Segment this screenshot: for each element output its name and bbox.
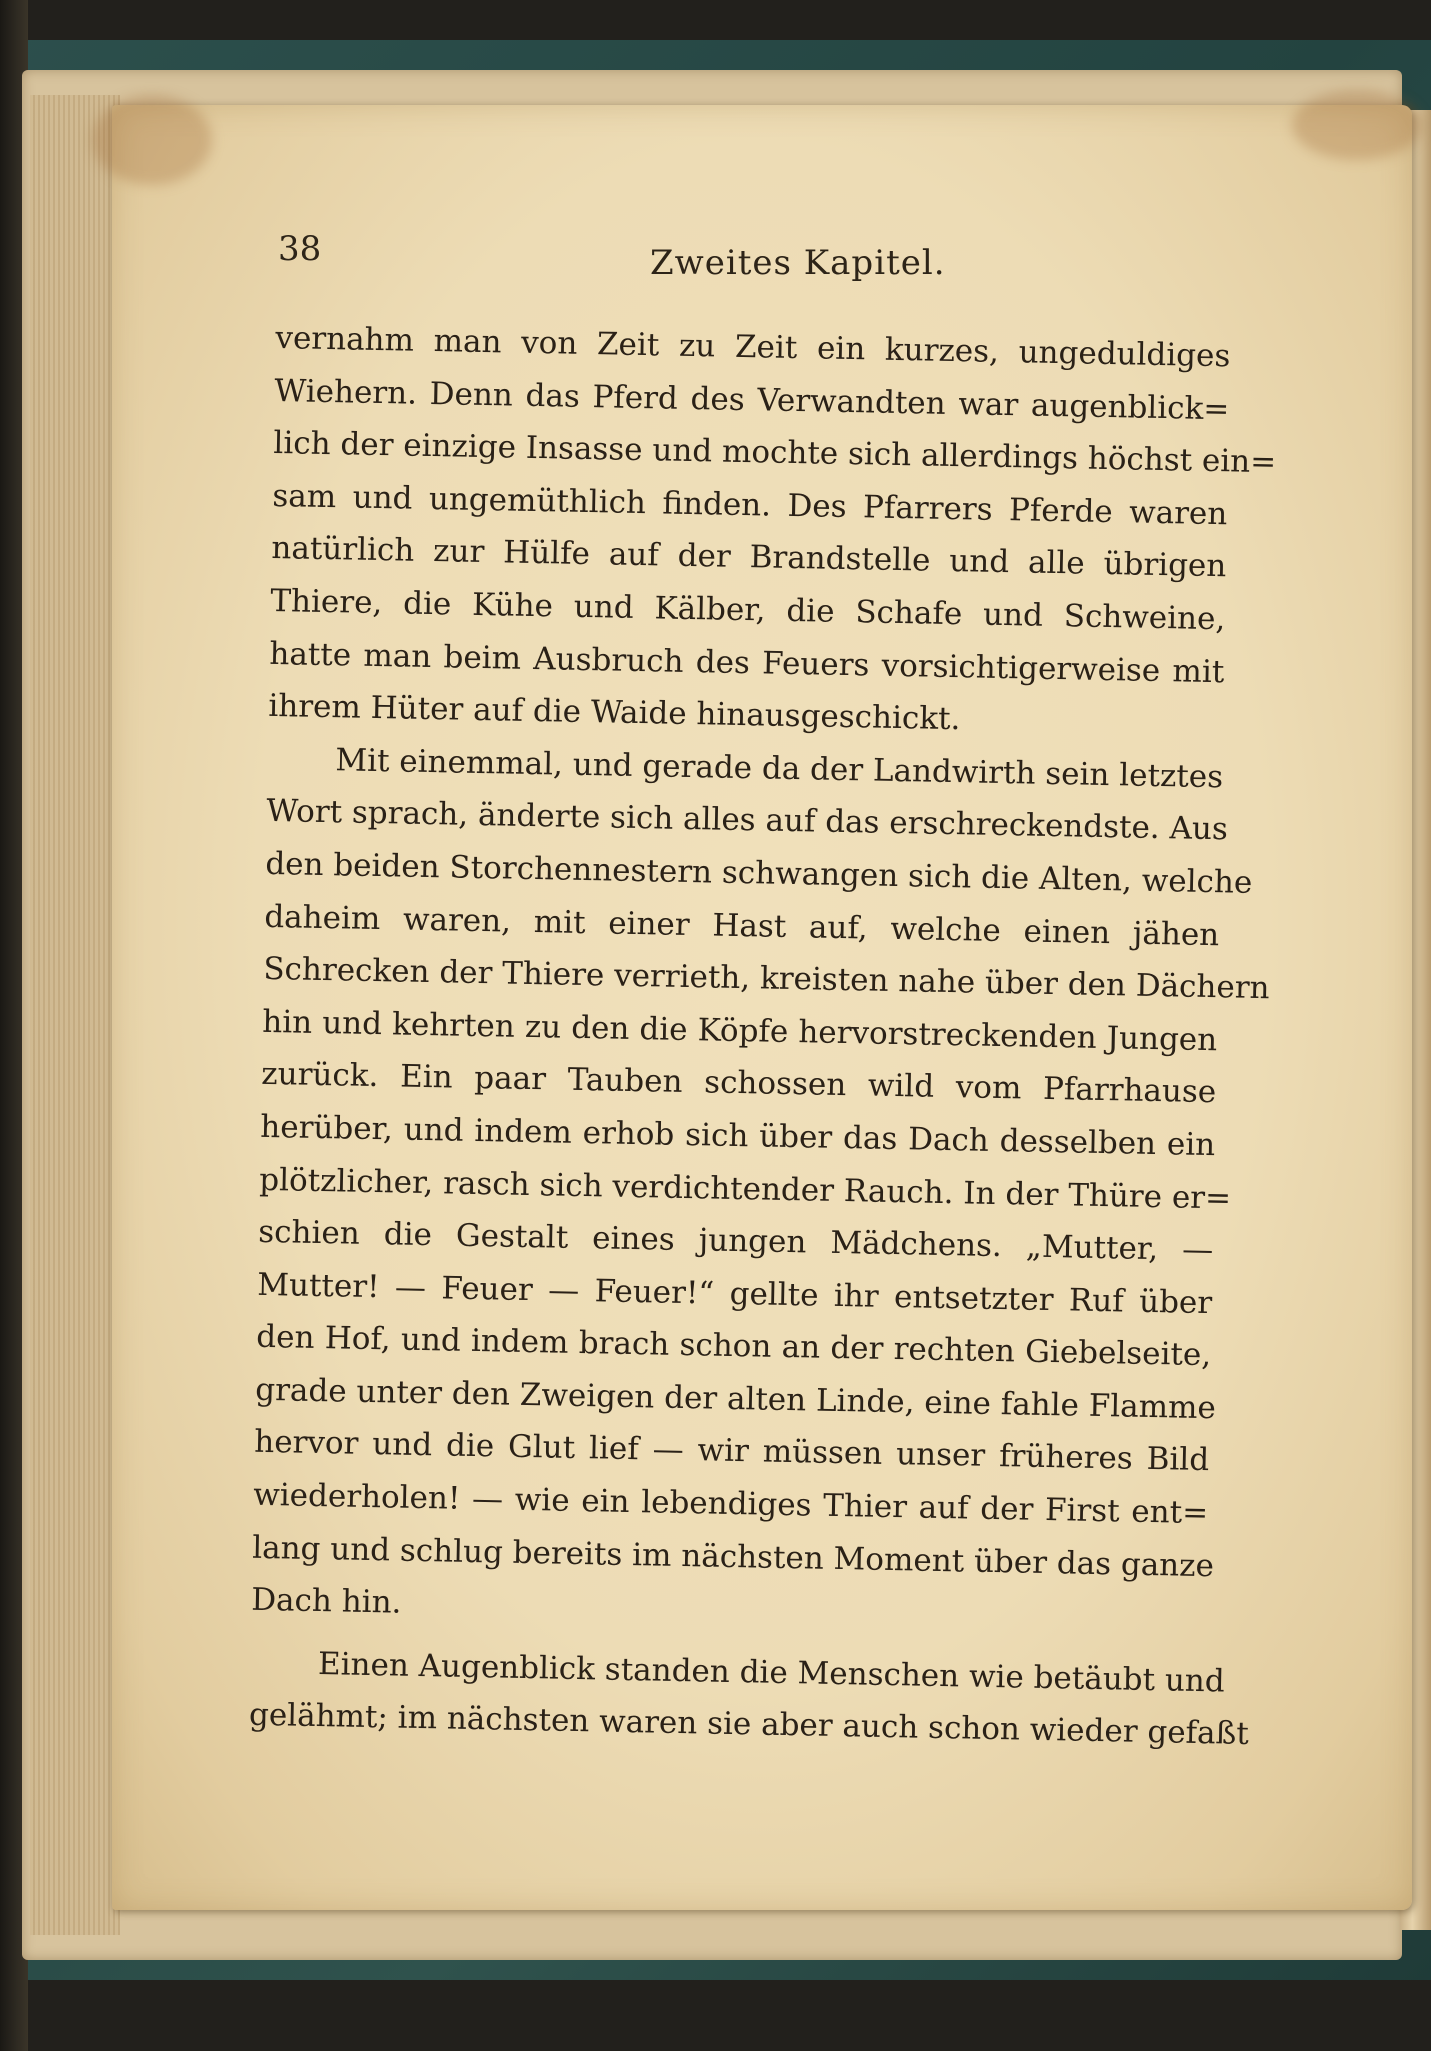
text-line: daheim waren, mit einer Hast auf, welche einen jähen bbox=[264, 898, 1220, 953]
text-line: den Hof, und indem brach schon an der rechten Giebelseite, bbox=[255, 1319, 1212, 1374]
text-line: Dach hin. bbox=[250, 1582, 402, 1621]
page-header bbox=[270, 225, 1230, 285]
page-stain bbox=[92, 95, 212, 185]
text-line: lang und schlug bereits im nächsten Moment über das ganze bbox=[251, 1529, 1215, 1584]
text-line: natürlich zur Hülfe auf der Brandstelle und alle übrigen bbox=[271, 530, 1227, 585]
running-head: Zweites Kapitel. bbox=[650, 243, 946, 283]
text-line: ihrem Hüter auf die Waide hinausgeschickt. bbox=[268, 688, 961, 738]
text-line: zurück. Ein paar Tauben schossen wild vom Pfarrhause bbox=[261, 1056, 1217, 1111]
text-line: hin und kehrten zu den die Köpfe hervorstreckenden Jungen bbox=[262, 1003, 1218, 1058]
page-stack-edge bbox=[30, 95, 120, 1935]
page-number: 38 bbox=[278, 229, 322, 269]
text-line: Schrecken der Thiere verrieth, kreisten nahe über den Dächern bbox=[263, 951, 1270, 1007]
text-line: plötzlicher, rasch sich verdichtender Rauch. In der Thüre er= bbox=[259, 1161, 1232, 1216]
text-line: lich der einzige Insasse und mochte sich allerdings höchst ein= bbox=[273, 425, 1277, 481]
text-line: Wiehern. Denn das Pferd des Verwandten war augenblick= bbox=[274, 372, 1230, 427]
text-line: herüber, und indem erhob sich über das Dach desselben ein bbox=[260, 1108, 1216, 1164]
page-stain bbox=[1292, 90, 1422, 160]
text-line: vernahm man von Zeit zu Zeit ein kurzes, ungeduldiges bbox=[275, 319, 1231, 375]
text-line: hervor und die Glut lief — wir müssen unser früheres Bild bbox=[253, 1424, 1210, 1479]
text-line: gelähmt; im nächsten waren sie aber auch schon wieder gefaßt bbox=[248, 1697, 1250, 1753]
text-line: schien die Gestalt eines jungen Mädchens. „Mutter, — bbox=[257, 1213, 1214, 1269]
body-text bbox=[248, 312, 1277, 1760]
text-line: Wort sprach, änderte sich alles auf das erschreckendste. Aus bbox=[266, 793, 1229, 848]
text-line: Einen Augenblick standen die Menschen wie betäubt und bbox=[317, 1645, 1225, 1700]
text-line: sam und ungemüthlich finden. Des Pfarrers Pferde waren bbox=[272, 477, 1228, 533]
text-line: den beiden Storchennestern schwangen sich die Alten, welche bbox=[265, 845, 1253, 901]
text-line: Mutter! — Feuer — Feuer!“ gellte ihr entsetzter Ruf über bbox=[256, 1266, 1213, 1321]
text-line: Mit einemmal, und gerade da der Landwirth sein letztes bbox=[335, 741, 1224, 796]
text-line: wiederholen! — wie ein lebendiges Thier auf der First ent= bbox=[252, 1476, 1209, 1532]
text-line: Thiere, die Kühe und Kälber, die Schafe und Schweine, bbox=[270, 582, 1226, 638]
text-line: grade unter den Zweigen der alten Linde, eine fahle Flamme bbox=[254, 1371, 1217, 1427]
text-line: hatte man beim Ausbruch des Feuers vorsichtigerweise mit bbox=[269, 635, 1225, 690]
